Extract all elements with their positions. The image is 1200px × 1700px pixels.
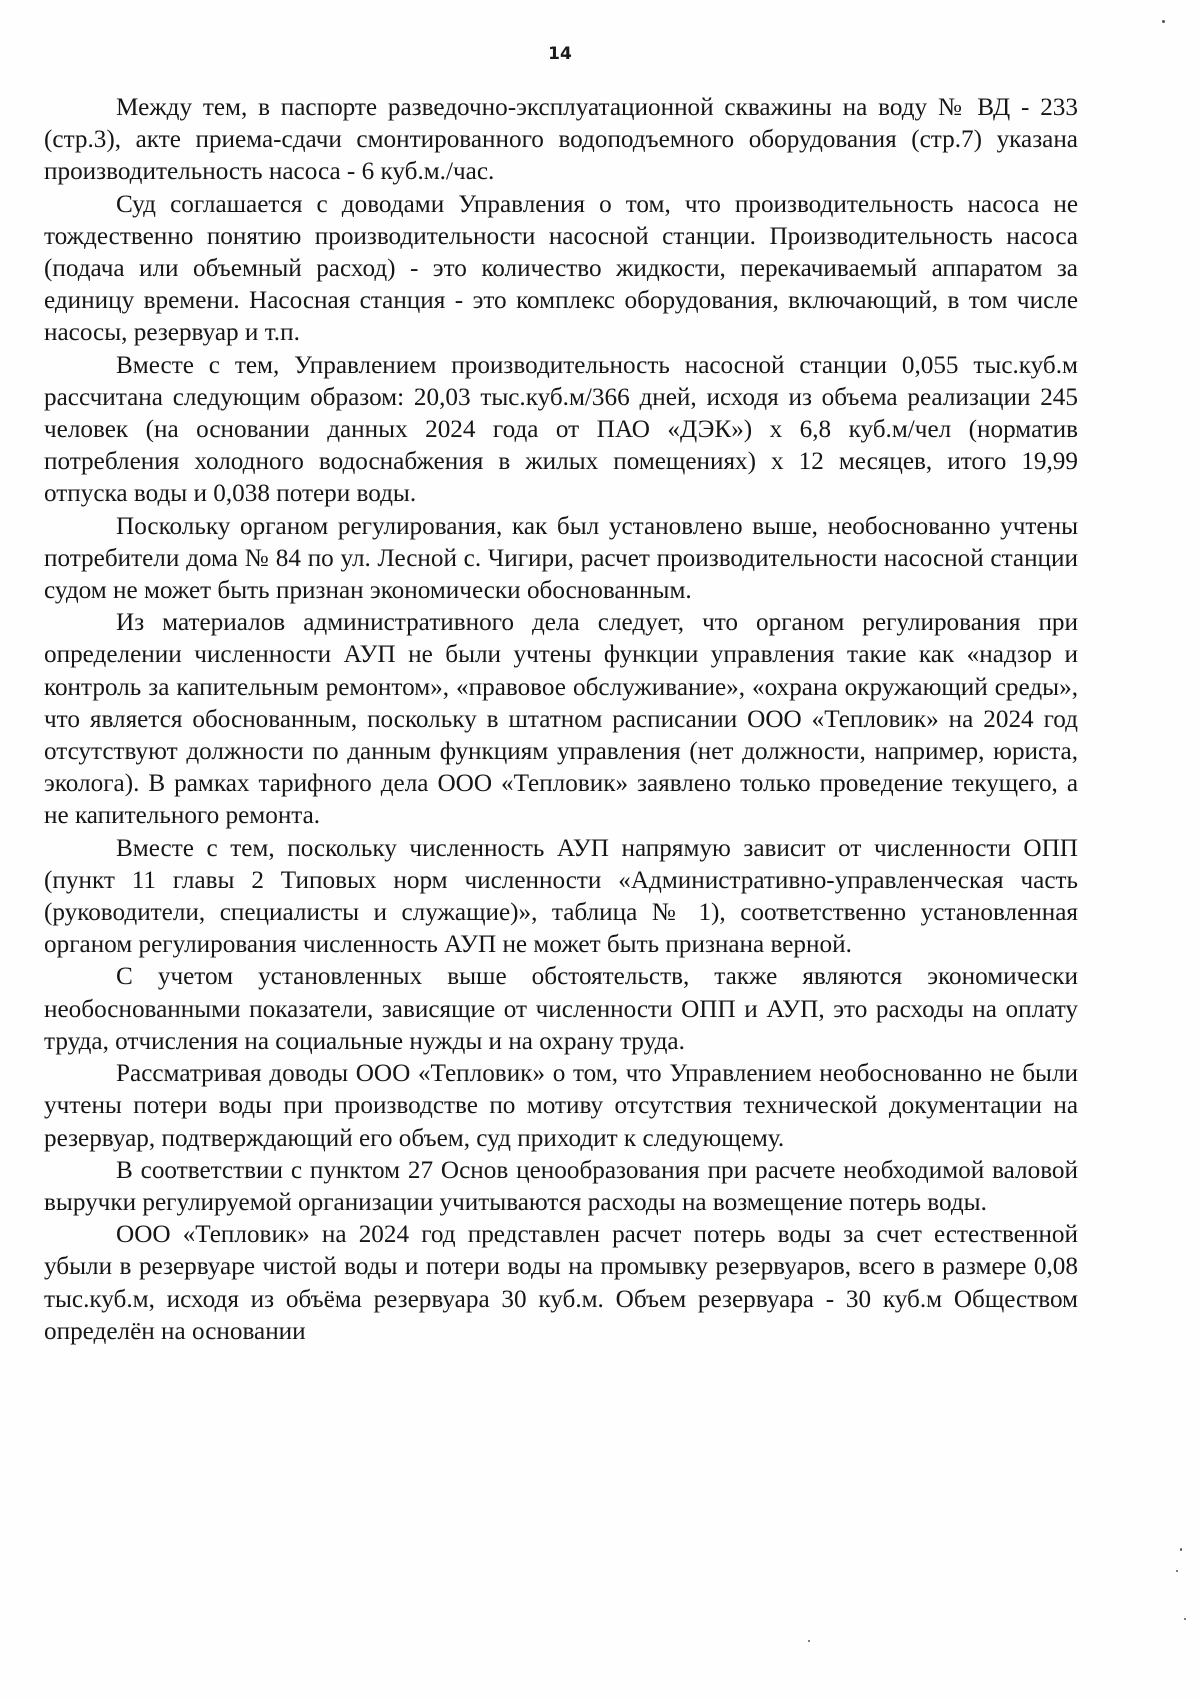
paragraph-4: Поскольку органом регулирования, как был установлено выше, необоснованно учтены потребители дома № 84 по ул. Лесной с. Чигири, расчет производительности насосной станции судом не может быть признан экономически обоснованным. xyxy=(44,512,1078,605)
paragraph-5: Из материалов административного дела следует, что органом регулирования при определении численности АУП не были учтены функции управления такие как «надзор и контроль за капительным ремонтом», «правовое обслуживание», «охрана окружающий среды», что является обоснованным, поскольку в штатном расписании ООО «Тепловик» на 2024 год отсутствуют должности по данным функциям управления (нет должности, например, юриста, эколога). В рамках тарифного дела ООО «Тепловик» заявлено только проведение текущего, а не капительного ремонта. xyxy=(44,609,1078,830)
scan-speck xyxy=(1162,20,1165,23)
paragraph-6: Вместе с тем, поскольку численность АУП напрямую зависит от численности ОПП (пункт 11 главы 2 Типовых норм численности «Административно-управленческая часть (руководители, специалисты и служащие)», таблица № 1), соответственно установленная органом регулирования численность АУП не может быть признана верной. xyxy=(44,834,1078,959)
paragraph-1: Между тем, в паспорте разведочно-эксплуатационной скважины на воду № ВД - 233 (стр.3), акте приема-сдачи смонтированного водоподъемного оборудования (стр.7) указана производительность насоса - 6 куб.м./час. xyxy=(44,94,1078,186)
paragraph-2: Суд соглашается с доводами Управления о том, что производительность насоса не тождественно понятию производительности насосной станции. Производительность насоса (подача или объемный расход) - это количество жидкости, перекачиваемый аппаратом за единицу времени. Насосная станция - это комплекс оборудования, включающий, в том числе насосы, резервуар и т.п. xyxy=(44,190,1078,347)
paragraph-9: В соответствии с пунктом 27 Основ ценообразования при расчете необходимой валовой выручки регулируемой организации учитываются расходы на возмещение потерь воды. xyxy=(44,1156,1078,1216)
scan-speck xyxy=(808,1640,810,1642)
scan-speck xyxy=(1184,1618,1186,1620)
scan-speck xyxy=(1180,1548,1182,1551)
paragraph-7: С учетом установленных выше обстоятельств, также являются экономически необоснованными показатели, зависящие от численности ОПП и АУП, это расходы на оплату труда, отчисления на социальные нужды и на охрану труда. xyxy=(44,963,1078,1055)
paragraph-8: Рассматривая доводы ООО «Тепловик» о том, что Управлением необоснованно не были учтены потери воды при производстве по мотиву отсутствия технической документации на резервуар, подтверждающий его объем, суд приходит к следующему. xyxy=(44,1060,1078,1152)
scan-speck xyxy=(1176,1570,1178,1572)
page-number: 14 xyxy=(548,44,572,64)
paragraph-3: Вместе с тем, Управлением производительность насосной станции 0,055 тыс.куб.м рассчитана следующим образом: 20,03 тыс.куб.м/366 дней, исходя из объема реализации 245 человек (на основании данных 2024 года от ПАО «ДЭК») х 6,8 куб.м/чел (норматив потребления холодного водоснабжения в жилых помещениях) х 12 месяцев, итого 19,99 отпуска воды и 0,038 потери воды. xyxy=(44,351,1078,508)
paragraph-10: ООО «Тепловик» на 2024 год представлен расчет потерь воды за счет естественной убыли в резервуаре чистой воды и потери воды на промывку резервуаров, всего в размере 0,08 тыс.куб.м, исходя из объёма резервуара 30 куб.м. Объем резервуара - 30 куб.м Обществом определён на основании xyxy=(44,1221,1078,1345)
document-body xyxy=(44,92,1078,1348)
